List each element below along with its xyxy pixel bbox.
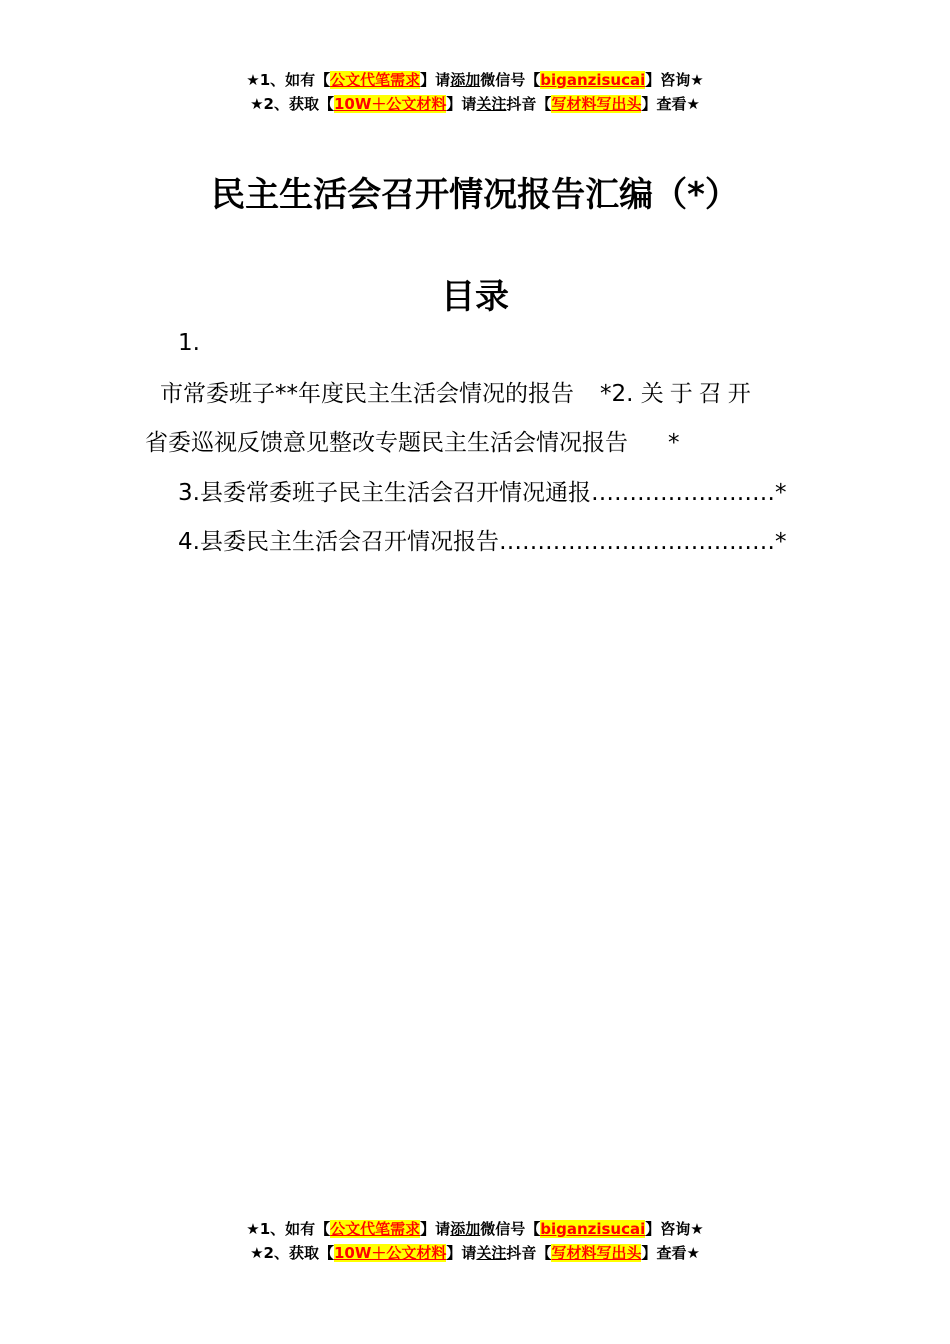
promo-line-1-highlight-service: 公文代笔需求 xyxy=(330,71,421,89)
promo-line-1 xyxy=(0,68,950,92)
toc-item-4: 4.县委民主生活会召开情况报告………………………………* xyxy=(178,529,787,555)
footer-promo-line-2-mid: 】请 xyxy=(446,1244,477,1262)
promo-line-2-mid: 】请 xyxy=(446,95,477,113)
footer-promo-line-2-mid2: 抖音【 xyxy=(506,1244,552,1262)
promo-line-1-mid2: 微信号【 xyxy=(480,71,541,89)
promo-line-1-prefix: ★1、如有【 xyxy=(246,71,331,89)
promo-line-1-underlined: 添加 xyxy=(450,71,481,89)
footer-promo-line-1 xyxy=(0,1217,950,1241)
promo-line-1-highlight-wechat: biganzisucai xyxy=(540,71,646,89)
promo-line-2-highlight-douyin: 写材料写出头 xyxy=(551,95,642,113)
toc-line-3 xyxy=(145,426,680,460)
footer-promo-banner xyxy=(0,1217,950,1265)
header-promo-banner xyxy=(0,68,950,116)
toc-item-2-text-start: 关于召开 xyxy=(640,381,757,407)
toc-item-1-text: 市常委班子**年度民主生活会情况的报告 xyxy=(160,381,574,407)
toc-heading: 目录 xyxy=(441,277,509,317)
promo-line-2-highlight-materials: 10W＋公文材料 xyxy=(333,95,447,113)
footer-promo-line-2-highlight-douyin: 写材料写出头 xyxy=(551,1244,642,1262)
promo-line-2 xyxy=(0,92,950,116)
footer-promo-line-1-suffix: 】咨询★ xyxy=(645,1220,704,1238)
footer-promo-line-1-mid: 】请 xyxy=(420,1220,451,1238)
promo-line-2-prefix: ★2、获取【 xyxy=(250,95,334,113)
footer-promo-line-2-suffix: 】查看★ xyxy=(641,1244,700,1262)
toc-item-1-number: 1. xyxy=(178,330,200,356)
footer-promo-line-2 xyxy=(0,1241,950,1265)
promo-line-2-underlined: 关注 xyxy=(476,95,507,113)
promo-line-1-suffix: 】咨询★ xyxy=(645,71,704,89)
document-title: 民主生活会召开情况报告汇编（*） xyxy=(211,175,739,215)
footer-promo-line-2-highlight-materials: 10W＋公文材料 xyxy=(333,1244,447,1262)
toc-line-2 xyxy=(160,377,757,411)
toc-item-2-text-cont: 省委巡视反馈意见整改专题民主生活会情况报告 xyxy=(145,430,628,456)
footer-promo-line-1-highlight-wechat: biganzisucai xyxy=(540,1220,646,1238)
footer-promo-line-1-mid2: 微信号【 xyxy=(480,1220,541,1238)
footer-promo-line-1-underlined: 添加 xyxy=(450,1220,481,1238)
toc-item-1-page: * xyxy=(600,381,612,407)
toc-item-2-number: 2. xyxy=(611,381,634,407)
footer-promo-line-2-underlined: 关注 xyxy=(476,1244,507,1262)
promo-line-1-mid: 】请 xyxy=(420,71,451,89)
toc-item-2-page: * xyxy=(668,430,680,456)
promo-line-2-mid2: 抖音【 xyxy=(506,95,552,113)
footer-promo-line-2-prefix: ★2、获取【 xyxy=(250,1244,334,1262)
footer-promo-line-1-prefix: ★1、如有【 xyxy=(246,1220,331,1238)
toc-item-3: 3.县委常委班子民主生活会召开情况通报……………………* xyxy=(178,480,787,506)
promo-line-2-suffix: 】查看★ xyxy=(641,95,700,113)
footer-promo-line-1-highlight-service: 公文代笔需求 xyxy=(330,1220,421,1238)
